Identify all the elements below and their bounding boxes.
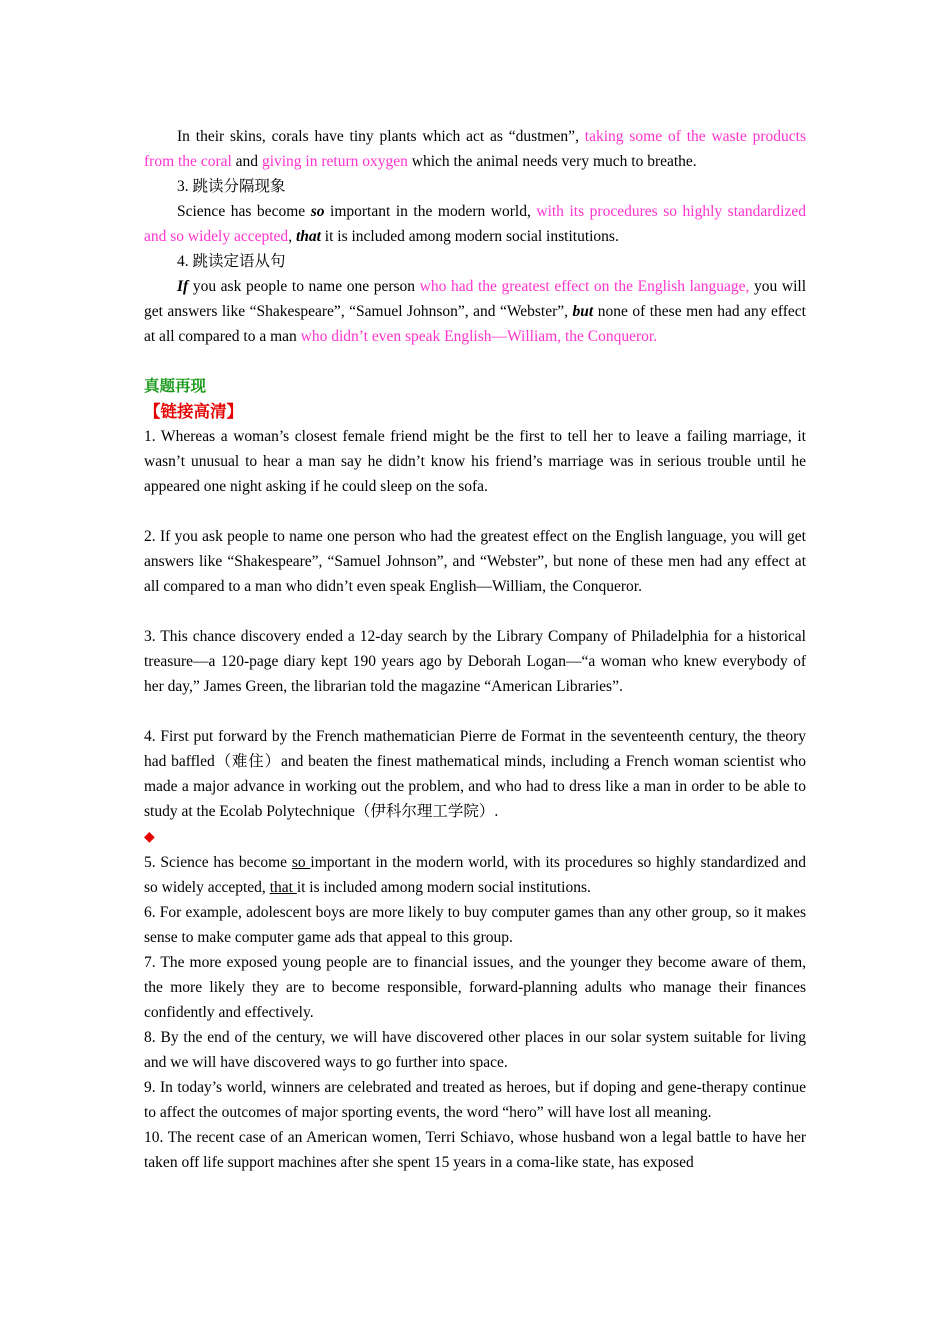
- list-item-4: 4. First put forward by the French mathematician Pierre de Format in the seventeenth century, the theory had baffled（难住）and beaten the finest mathematical minds, including a French woman scientist who made a major advance in working out the problem, and who had to dress like a man in order to be able to study at the Ecolab Polytechnique（伊科尔理工学院）.: [144, 728, 806, 820]
- keyword-so: so: [310, 203, 325, 220]
- spacer: [144, 599, 806, 624]
- intro-paragraph-english: If you ask people to name one person who had the greatest effect on the English language, you will get answers like “Shakespeare”, “Samuel Johnson”, and “Webster”, but none of these men had any effect at all compared to a man who didn’t even speak English—William, the Conqueror.: [144, 278, 806, 345]
- list-item-3: 3. This chance discovery ended a 12-day search by the Library Company of Philadelphia for a historical treasure—a 120-page diary kept 190 years ago by Deborah Logan—“a woman who knew everybody of her day,” James Green, the librarian told the magazine “American Libraries”.: [144, 628, 806, 695]
- section-title: 真题再现: [144, 378, 207, 395]
- diamond-icon: ◆: [144, 830, 155, 845]
- highlight-phrase: with its procedures so highly standardized and so widely accepted: [144, 203, 806, 245]
- intro-paragraph-science: Science has become so important in the modern world, with its procedures so highly standardized and so widely accepted, that it is included among modern social institutions.: [144, 203, 806, 245]
- spacer: [144, 349, 806, 374]
- keyword-but: but: [572, 303, 594, 320]
- list-item-6: 6. For example, adolescent boys are more likely to buy computer games than any other group, so it makes sense to make computer game ads that appeal to this group.: [144, 904, 806, 946]
- list-item-8: 8. By the end of the century, we will have discovered other places in our solar system suitable for living and we will have discovered ways to go further into space.: [144, 1029, 806, 1071]
- keyword-that: that: [295, 228, 321, 245]
- intro-paragraph-coral: In their skins, corals have tiny plants which act as “dustmen”, taking some of the waste products from the coral and giving in return oxygen which the animal needs very much to breathe.: [144, 128, 807, 170]
- subheading-attributive-clause: 4. 跳读定语从句: [177, 253, 286, 270]
- keyword-if: If: [177, 278, 189, 295]
- list-item-9: 9. In today’s world, winners are celebrated and treated as heroes, but if doping and gene-therapy continue to affect the outcomes of major sporting events, the word “hero” will have lost all meaning.: [144, 1079, 806, 1121]
- subheading-separation: 3. 跳读分隔现象: [177, 178, 286, 195]
- highlight-phrase: giving in return oxygen: [261, 153, 408, 170]
- list-item-5: 5. Science has become so important in the modern world, with its procedures so highly standardized and so widely accepted, that it is included among modern social institutions.: [144, 854, 806, 896]
- list-item-2: 2. If you ask people to name one person who had the greatest effect on the English language, you will get answers like “Shakespeare”, “Samuel Johnson”, and “Webster”, but none of these men had any effect at all compared to a man who didn’t even speak English—William, the Conqueror.: [144, 528, 806, 595]
- underlined-that: that: [269, 879, 297, 896]
- list-item-7: 7. The more exposed young people are to financial issues, and the younger they become aware of them, the more likely they are to become responsible, forward-planning adults who manage their finances confidently and effectively.: [144, 954, 806, 1021]
- highlight-phrase: who had the greatest effect on the English language,: [419, 278, 750, 295]
- diamond-bullet: [144, 824, 806, 850]
- underlined-so: so: [291, 854, 311, 871]
- highlight-phrase: who didn’t even speak English—William, the Conqueror.: [300, 328, 658, 345]
- link-title: 【链接高清】: [144, 402, 243, 421]
- list-item-10: 10. The recent case of an American women, Terri Schiavo, whose husband won a legal battle to have her taken off life support machines after she spent 15 years in a coma-like state, has exposed: [144, 1129, 806, 1171]
- document-page: [144, 124, 806, 1175]
- list-item-1: 1. Whereas a woman’s closest female friend might be the first to tell her to leave a failing marriage, it wasn’t unusual to hear a man say he didn’t know his friend’s marriage was in serious trouble until he appeared one night asking if he could sleep on the sofa.: [144, 428, 806, 495]
- spacer: [144, 699, 806, 724]
- highlight-phrase: taking some of the waste products from the coral: [144, 128, 807, 170]
- spacer: [144, 499, 806, 524]
